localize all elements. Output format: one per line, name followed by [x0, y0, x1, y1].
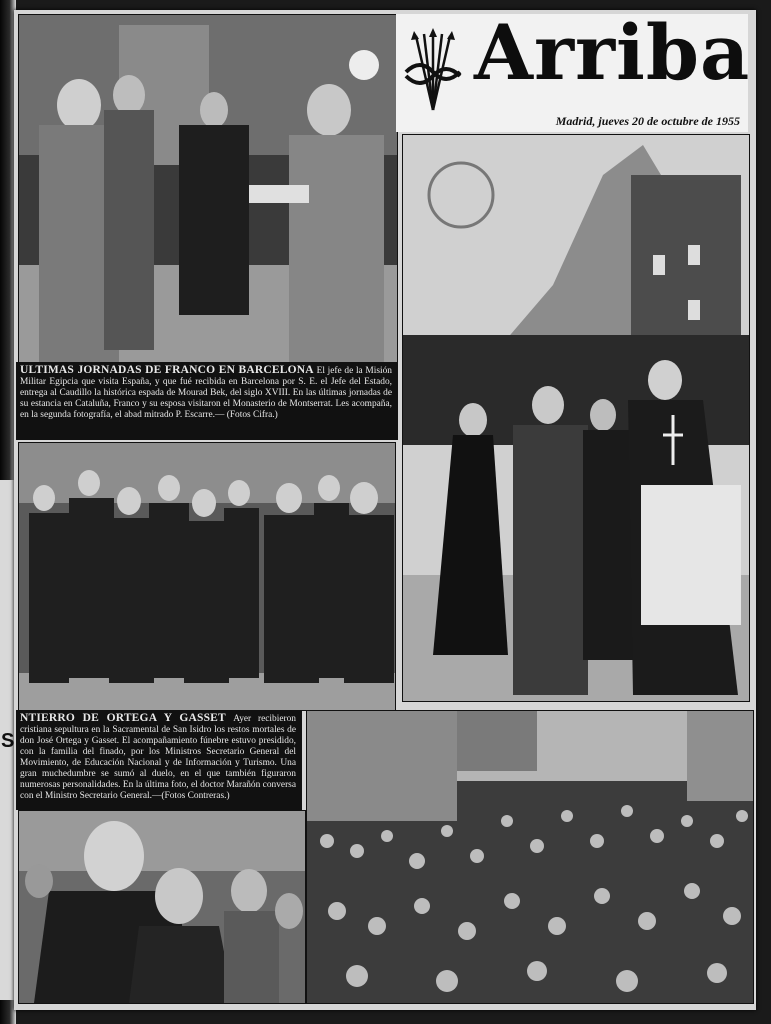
newspaper-title: Arriba [474, 8, 751, 97]
caption-headline: ULTIMAS JORNADAS DE FRANCO EN BARCELONA [20, 364, 317, 376]
caption-franco-barcelona [16, 362, 398, 440]
photo-sword-ceremony [18, 14, 398, 363]
caption-headline: NTIERRO DE ORTEGA Y GASSET [20, 712, 234, 724]
caption-body: Ayer recibieron cristiana sepultura en la Sacramental de San Isidro los restos mortales de don José Ortega y Gasset. El acompañamiento fúnebre estuvo presidido, con la familia del finado, por los Ministros Secretario General del Movimiento, de Educación Nacional y de Información y Turismo. Una gran muchedumbre se sumó al duelo, en el que también figuraron numerosas personalidades. En la última foto, el doctor Marañón conversa con el Ministro Secretario General.—(Fotos Contreras.) [20, 714, 296, 801]
masthead [396, 8, 751, 132]
newspaper-page [14, 10, 756, 1010]
dateline: Madrid, jueves 20 de octubre de 1955 [555, 114, 740, 128]
photo-montserrat-monastery [402, 134, 750, 702]
yoke-and-arrows-emblem [402, 28, 464, 112]
photo-officials-group [18, 442, 396, 711]
photo-maranon-conversation [18, 810, 306, 1004]
caption-body: El jefe de la Misión Militar Egipcia que visita España, y que fué recibida en Barcelona por S. E. el Jefe del Estado, entrega al Caudillo la histórica espada de Mourad Bek, del siglo XVIII. En las últimas jornadas de su estancia en Cataluña, Franco y su esposa visitaron el Monasterio de Montserrat. Les acompaña, en la segunda fotografía, el abad mitrado P. Escarre.— (Fotos Cifra.) [20, 366, 392, 420]
caption-ortega-funeral [16, 710, 302, 810]
photo-funeral-crowd [306, 710, 754, 1004]
previous-page-letter: S [1, 730, 15, 752]
